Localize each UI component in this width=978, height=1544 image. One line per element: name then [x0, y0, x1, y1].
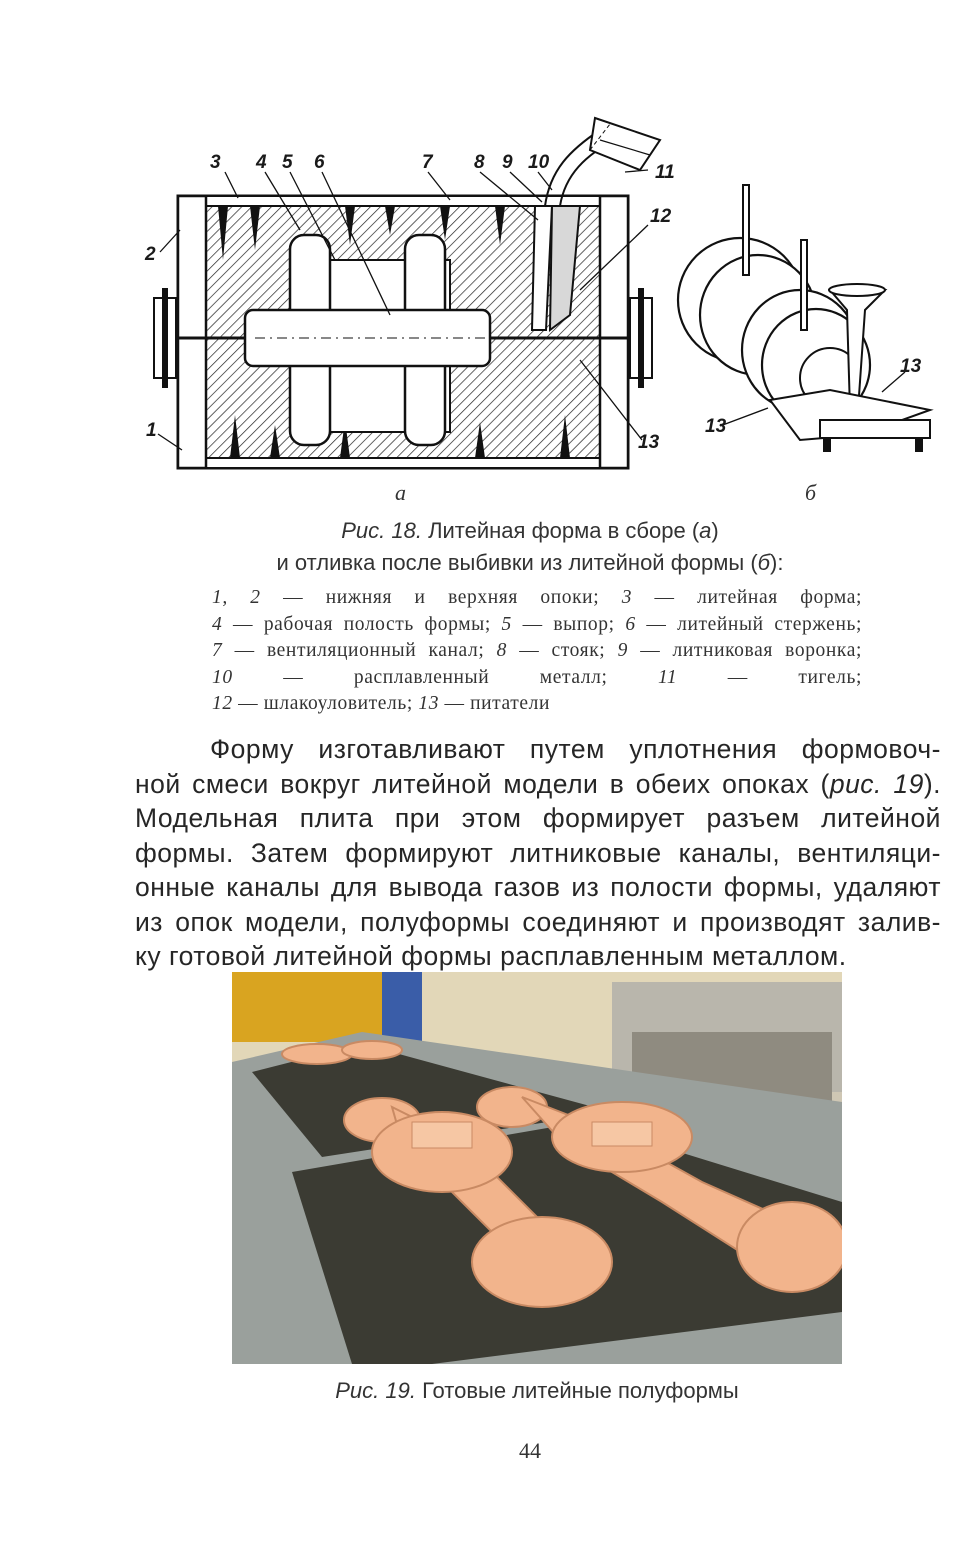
body-line [135, 767, 941, 802]
legend-text: — литейный стержень; [635, 613, 862, 635]
callout-1: 1 [146, 420, 157, 441]
callout-11: 11 [655, 162, 675, 183]
body-line: Форму изготавливают путем уплотнения формовоч- [210, 734, 941, 764]
panel-label-a: а [395, 480, 406, 505]
legend-num: 7 [212, 640, 223, 661]
legend-text: — нижняя и верхняя опоки; [260, 587, 622, 608]
casting-drawing [678, 185, 930, 452]
callout-13-a: 13 [638, 432, 660, 453]
body-line: из опок модели, полуформы соединяют и производят залив- [135, 906, 941, 937]
legend-num: 1, 2 [212, 587, 261, 608]
legend-line [212, 585, 862, 612]
figure-18-caption-b: б [757, 550, 771, 575]
legend-num: 5 [501, 613, 512, 635]
legend-num: 8 [496, 640, 507, 661]
figure-19-caption-prefix: Рис. 19. [335, 1378, 416, 1403]
figure-18-legend [212, 585, 862, 718]
legend-line [212, 638, 862, 665]
callout-13-b-right: 13 [900, 356, 922, 377]
legend-text: — рабочая полость формы; [222, 613, 502, 635]
figure-18-caption-end2: ): [770, 550, 784, 575]
figure-18-caption-line1 [200, 518, 860, 544]
legend-text: — литниковая воронка; [627, 640, 862, 661]
legend-line [212, 665, 862, 692]
legend-text: — расплавленный металл; [232, 666, 658, 688]
legend-num: 6 [625, 613, 636, 635]
legend-text: — литейная форма; [632, 587, 862, 608]
callout-3: 3 [210, 152, 221, 173]
legend-text: — шлакоуловитель; [232, 693, 419, 714]
figure-19-photo [232, 972, 842, 1364]
callout-5: 5 [282, 152, 293, 173]
legend-num: 11 [657, 666, 678, 688]
callout-12: 12 [650, 206, 672, 227]
legend-num: 12 [212, 693, 233, 714]
body-text-span: ). [923, 768, 941, 799]
callout-13-b-left: 13 [705, 416, 727, 437]
legend-text: — стояк; [506, 640, 618, 661]
page-number: 44 [519, 1438, 541, 1463]
legend-num: 13 [418, 693, 440, 714]
body-line: ку готовой литейной формы расплавленным металлом. [135, 941, 847, 971]
callout-10: 10 [528, 152, 550, 173]
figure-18-caption-prefix: Рис. 18. [341, 518, 422, 543]
figure-18-caption-end1: ) [711, 518, 719, 543]
legend-line [212, 691, 862, 718]
body-text-span: ной смеси вокруг литейной модели в обеих опоках ( [135, 768, 830, 799]
body-line: Модельная плита при этом формирует разъем литейной [135, 803, 941, 833]
legend-text: — выпор; [511, 613, 626, 635]
panel-label-b: б [805, 480, 817, 505]
figure-reference: рис. 19 [829, 768, 924, 799]
callout-8: 8 [474, 152, 485, 173]
legend-num: 10 [212, 666, 233, 688]
callout-4: 4 [256, 152, 267, 173]
callout-9: 9 [502, 152, 513, 173]
callout-7: 7 [422, 152, 433, 173]
legend-text: — вентиляционный канал; [222, 640, 497, 661]
legend-num: 4 [212, 613, 223, 635]
body-line: формы. Затем формируют литниковые каналы, вентиляци- [135, 837, 941, 868]
figure-18-caption-line2 [150, 550, 910, 576]
figure-18-caption-a: а [699, 518, 712, 543]
mold-assembly-drawing [154, 118, 660, 468]
legend-text: — питатели [439, 693, 551, 714]
body-line: онные каналы для вывода газов из полости формы, удаляют [135, 872, 941, 902]
legend-line [212, 612, 862, 639]
callout-2: 2 [145, 244, 156, 265]
figure-18-drawing [140, 110, 940, 510]
figure-19-caption [232, 1378, 842, 1404]
legend-num: 9 [617, 640, 628, 661]
callout-6: 6 [314, 152, 325, 173]
figure-19-caption-text: Готовые литейные полуформы [422, 1378, 739, 1403]
legend-num: 3 [621, 587, 633, 608]
figure-18-caption-text: Литейная форма в сборе ( [428, 518, 700, 543]
legend-text: — тигель; [677, 666, 862, 688]
figure-18-caption-text2: и отливка после выбивки из литейной формы ( [276, 550, 758, 575]
body-paragraph [135, 732, 941, 974]
